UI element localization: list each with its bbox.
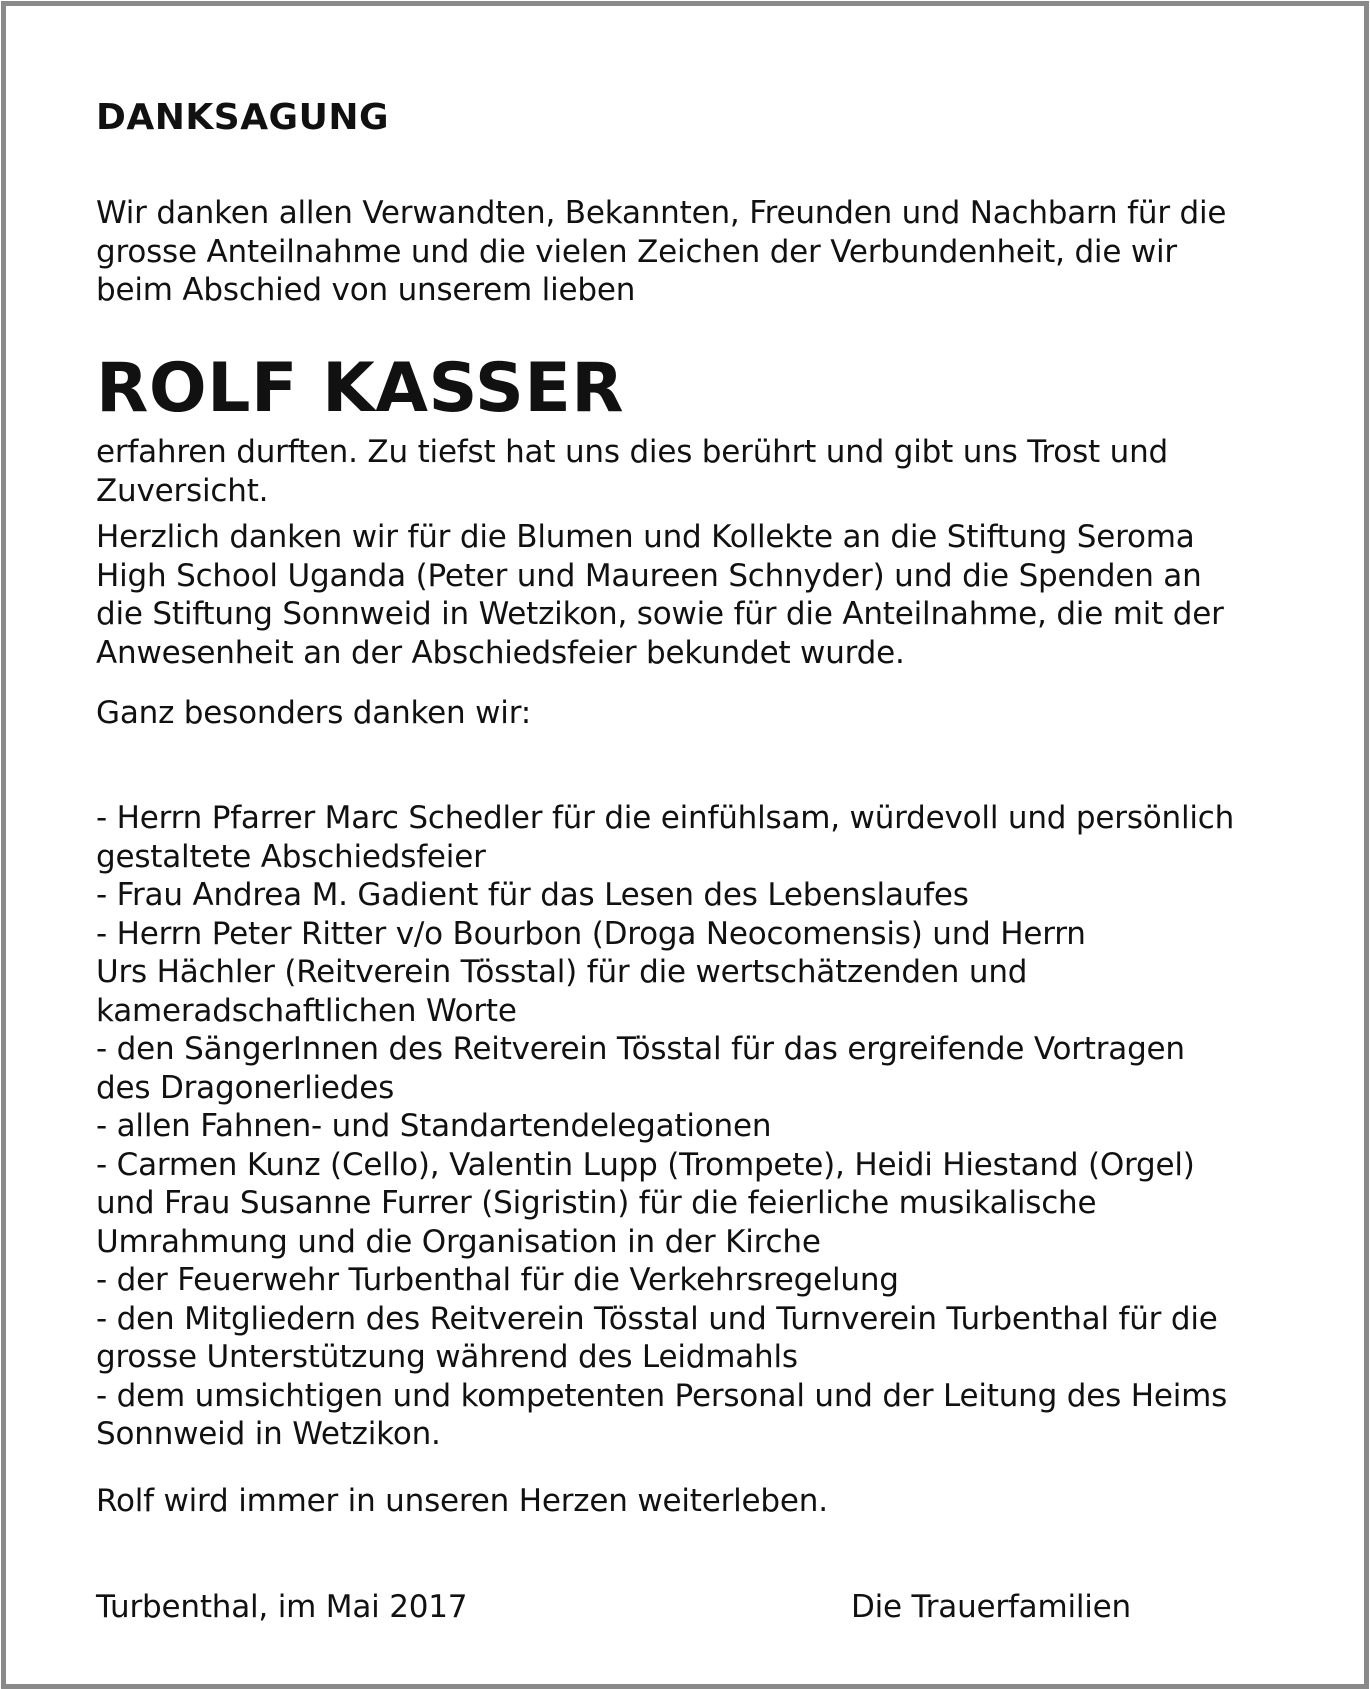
list-item: - Herrn Pfarrer Marc Schedler für die einfühlsam, würdevoll und persönlich gestaltete Abschiedsfeier xyxy=(96,800,1235,875)
notice-frame xyxy=(1,1,1369,1689)
list-item: - Herrn Peter Ritter v/o Bourbon (Droga Neocomensis) und Herrn Urs Hächler (Reitverein Tösstal) für die wertschätzenden und kameradschaftlichen Worte xyxy=(96,915,1086,1029)
place-date: Turbenthal, im Mai 2017 xyxy=(96,1589,468,1625)
thanks-list xyxy=(96,799,1296,1454)
intro-paragraph: Wir danken allen Verwandten, Bekannten, Freunden und Nachbarn für die grosse Anteilnahme und die vielen Zeichen der Verbundenheit, die wir beim Abschied von unserem lieben xyxy=(96,195,1227,308)
closing-line: Rolf wird immer in unseren Herzen weiterleben. xyxy=(96,1483,828,1519)
list-item: - Carmen Kunz (Cello), Valentin Lupp (Trompete), Heidi Hiestand (Orgel) und Frau Susanne Furrer (Sigristin) für die feierliche musikalische Umrahmung und die Organisation in der Kirche xyxy=(96,1146,1195,1260)
after-name-paragraph: erfahren durften. Zu tiefst hat uns dies berührt und gibt uns Trost und Zuversicht. xyxy=(96,434,1168,509)
list-item: - der Feuerwehr Turbenthal für die Verkehrsregelung xyxy=(96,1262,899,1298)
list-item: - allen Fahnen- und Standartendelegationen xyxy=(96,1108,772,1144)
special-thanks-intro: Ganz besonders danken wir: xyxy=(96,695,531,731)
list-item: - den SängerInnen des Reitverein Tösstal für das ergreifende Vortragen des Dragonerliedes xyxy=(96,1031,1185,1106)
donations-paragraph: Herzlich danken wir für die Blumen und Kollekte an die Stiftung Seroma High School Uganda (Peter und Maureen Schnyder) und die Spenden an die Stiftung Sonnweid in Wetzikon, sowie für die Anteilnahme, die mit der Anwesenheit an der Abschiedsfeier bekundet wurde. xyxy=(96,519,1224,671)
list-item: - den Mitgliedern des Reitverein Tösstal und Turnverein Turbenthal für die grosse Unterstützung während des Leidmahls xyxy=(96,1300,1218,1375)
deceased-name: ROLF KASSER xyxy=(96,349,625,428)
list-item: - dem umsichtigen und kompetenten Personal und der Leitung des Heims Sonnweid in Wetzikon. xyxy=(96,1377,1228,1452)
list-item: - Frau Andrea M. Gadient für das Lesen des Lebenslaufes xyxy=(96,877,969,913)
notice-heading: DANKSAGUNG xyxy=(96,97,390,138)
signature: Die Trauerfamilien xyxy=(850,1589,1131,1625)
